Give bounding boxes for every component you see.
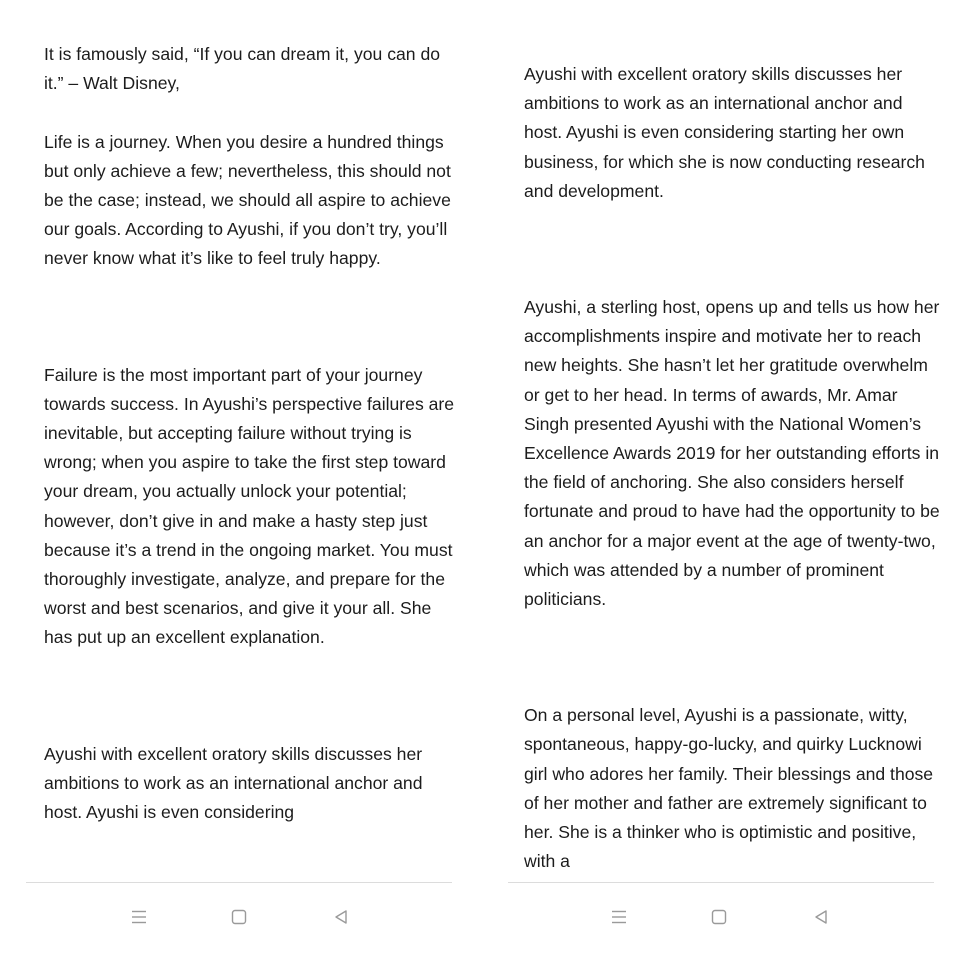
back-icon (333, 909, 349, 925)
ambitions-paragraph: Ayushi with excellent oratory skills discusses her ambitions to work as an international anchor and host. Ayushi is even considering starting her own business, for which she is now conducting research and development. (524, 64, 925, 201)
journey-paragraph: Life is a journey. When you desire a hundred things but only achieve a few; nevertheless, this should not be the case; instead, we should all aspire to achieve our goals. According to Ayushi, if you don’t try, you’ll never know what it’s like to feel truly happy. (44, 131, 451, 269)
personal-paragraph: On a personal level, Ayushi is a passionate, witty, spontaneous, happy-go-lucky, and quirky Lucknowi girl who adores her family. Their blessings and those of her mother and father are extremely significant to her. She is a thinker who is optimistic and positive, with a (524, 705, 934, 872)
navigation-bar (482, 883, 960, 960)
back-button[interactable] (321, 897, 361, 937)
back-icon (813, 909, 829, 925)
menu-button[interactable] (599, 897, 639, 937)
navigation-bar (0, 883, 478, 960)
home-icon (231, 909, 247, 925)
menu-button[interactable] (119, 897, 159, 937)
article-text-right (524, 60, 942, 902)
quote-paragraph: It is famously said, “If you can dream it, you can do it.” – Walt Disney, (44, 44, 441, 94)
home-button[interactable] (699, 897, 739, 937)
ambitions-paragraph: Ayushi with excellent oratory skills discusses her ambitions to work as an international anchor and host. Ayushi is even considering (44, 743, 423, 823)
accomplishments-paragraph: Ayushi, a sterling host, opens up and tells us how her accomplishments inspire and motivate her to reach new heights. She hasn’t let her gratitude overwhelm or get to her head. In terms of awards, Mr. Amar Singh presented Ayushi with the National Women’s Excellence Awards 2019 for her outstanding efforts in the field of anchoring. She also considers herself fortunate and proud to have had the opportunity to be an anchor for a major event at the age of twenty-two, which was attended by a number of prominent politicians. (524, 297, 940, 610)
right-phone-screen (482, 0, 960, 960)
back-button[interactable] (801, 897, 841, 937)
home-button[interactable] (219, 897, 259, 937)
screenshot-divider (479, 0, 481, 960)
menu-icon (131, 909, 147, 925)
article-text-left (44, 40, 456, 882)
left-phone-screen (0, 0, 478, 960)
home-icon (711, 909, 727, 925)
failure-paragraph: Failure is the most important part of your journey towards success. In Ayushi’s perspective failures are inevitable, but accepting failure without trying is wrong; when you aspire to take the first step toward your dream, you actually unlock your potential; however, don’t give in and make a hasty step just because it’s a trend in the ongoing market. You must thoroughly investigate, analyze, and prepare for the worst and best scenarios, and give it your all. She has put up an excellent explanation. (44, 364, 455, 648)
menu-icon (611, 909, 627, 925)
